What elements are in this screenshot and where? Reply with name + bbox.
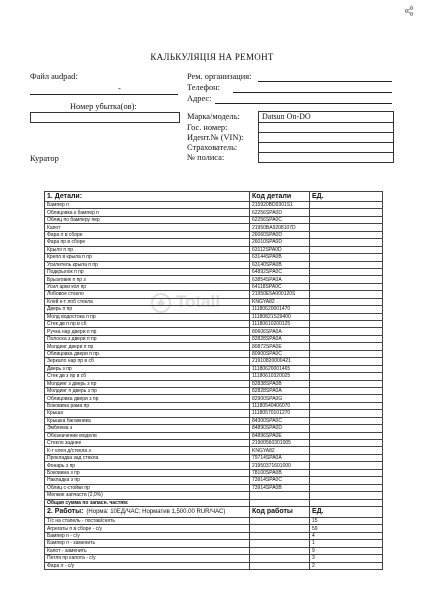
part-unit-cell — [310, 209, 383, 216]
part-code-cell: 21910820000421 — [250, 358, 310, 365]
part-unit-cell — [310, 276, 383, 283]
part-name-cell: Боковина з пр — [45, 469, 250, 476]
part-name-cell: Лобовое стекло — [45, 291, 250, 298]
part-code-cell: KNGYA82 — [250, 298, 310, 305]
share-icon[interactable] — [404, 6, 414, 16]
table-row[interactable] — [45, 462, 383, 469]
part-unit-cell — [310, 387, 383, 394]
part-code-cell: 21950E5A000120S — [250, 291, 310, 298]
table-row[interactable] — [45, 321, 383, 328]
part-name-cell: Стек дв п пр в сб — [45, 321, 250, 328]
work-unit-cell: 4 — [310, 532, 383, 539]
file-underline — [30, 94, 178, 95]
part-name-cell: Клей к-т лоб стекла — [45, 298, 250, 305]
file-dash: - — [118, 84, 121, 93]
part-name-cell: Дверь п пр — [45, 306, 250, 313]
part-name-cell: Брызговик п пр з — [45, 276, 250, 283]
repair-org-line — [258, 81, 392, 82]
part-code-cell: 215920BD0301S1 — [250, 202, 310, 209]
works-header-code: Код работы — [250, 506, 310, 517]
work-unit-cell: 1 — [310, 540, 383, 547]
work-unit-cell: 59 — [310, 525, 383, 532]
table-row[interactable] — [45, 202, 383, 209]
part-code-cell — [250, 492, 310, 499]
work-row[interactable] — [45, 532, 383, 539]
part-unit-cell — [310, 492, 383, 499]
part-code-cell: 11180821S29400 — [250, 313, 310, 320]
part-name-cell: Крышка багажника — [45, 417, 250, 424]
part-code-cell: 73914SPA0B — [250, 484, 310, 491]
table-row[interactable] — [45, 402, 383, 409]
part-unit-cell — [310, 477, 383, 484]
parts-total-unit — [310, 499, 383, 506]
works-header-row — [45, 506, 383, 517]
part-unit-cell — [310, 335, 383, 342]
part-name-cell: Молдинг п дверь з пр — [45, 387, 250, 394]
part-name-cell: Облиц с-стойки пр — [45, 484, 250, 491]
policy-label: № полиса: — [187, 153, 225, 162]
part-unit-cell — [310, 358, 383, 365]
table-row[interactable] — [45, 254, 383, 261]
table-row[interactable] — [45, 358, 383, 365]
part-name-cell: Стекло заднее — [45, 440, 250, 447]
part-unit-cell — [310, 268, 383, 275]
work-code-cell — [250, 562, 310, 569]
part-code-cell: 21950371601000 — [250, 462, 310, 469]
part-code-cell: 84896SPA0E — [250, 432, 310, 439]
table-row[interactable] — [45, 373, 383, 380]
watermark-text: Totall — [176, 292, 221, 311]
table-row[interactable] — [45, 492, 383, 499]
part-unit-cell — [310, 380, 383, 387]
part-unit-cell — [310, 373, 383, 380]
part-name-cell: Молдинг з дверь з пр — [45, 380, 250, 387]
part-code-cell: KNGYA82 — [250, 447, 310, 454]
table-row[interactable] — [45, 454, 383, 461]
works-header-title: 2. Работы: — [47, 507, 84, 515]
part-name-cell: Облицовка к бампер п — [45, 209, 250, 216]
table-row[interactable] — [45, 209, 383, 216]
address-label: Адрес: — [187, 94, 212, 103]
table-row[interactable] — [45, 216, 383, 223]
table-row[interactable] — [45, 417, 383, 424]
part-name-cell: Крепл в крыла п пр — [45, 254, 250, 261]
part-unit-cell — [310, 395, 383, 402]
part-code-cell: 82838SPA0B — [250, 380, 310, 387]
part-name-cell: Молд водостока п пр — [45, 313, 250, 320]
part-code-cell: 82900SPA0G — [250, 395, 310, 402]
table-row[interactable] — [45, 231, 383, 238]
claim-number-field[interactable] — [30, 112, 180, 123]
part-name-cell: Мелкие запчасти (2,0%) — [45, 492, 250, 499]
parts-header-code: Код детали — [250, 192, 310, 202]
table-row[interactable] — [45, 343, 383, 350]
part-name-cell: Облицовка двери п пр — [45, 350, 250, 357]
part-name-cell: Усил арки кол пр — [45, 283, 250, 290]
part-unit-cell — [310, 283, 383, 290]
work-row[interactable] — [45, 517, 383, 524]
address-line — [215, 103, 392, 104]
part-unit-cell — [310, 231, 383, 238]
work-name-cell: Капот - заменить — [45, 547, 250, 554]
part-code-cell: 82828SPA0A — [250, 335, 310, 342]
work-code-cell — [250, 555, 310, 562]
table-row[interactable] — [45, 246, 383, 253]
work-code-cell — [250, 540, 310, 547]
policy-field[interactable] — [258, 152, 394, 163]
make-model-field[interactable]: Datsun On-DO — [258, 111, 394, 123]
work-unit-cell: 15 — [310, 517, 383, 524]
table-row[interactable] — [45, 239, 383, 246]
part-code-cell: 80872SPA0E — [250, 343, 310, 350]
part-name-cell: Молдинг двери п пр — [45, 343, 250, 350]
part-code-cell: 64118SPA0C — [250, 283, 310, 290]
parts-header-row — [45, 192, 383, 202]
part-unit-cell — [310, 216, 383, 223]
part-unit-cell — [310, 410, 383, 417]
part-unit-cell — [310, 350, 383, 357]
watermark — [150, 290, 270, 316]
table-row[interactable] — [45, 484, 383, 491]
part-code-cell: 63112SPA0D — [250, 246, 310, 253]
work-name-cell: Бампер п - заменить — [45, 540, 250, 547]
part-unit-cell — [310, 291, 383, 298]
part-code-cell: 21950BA9208107D — [250, 224, 310, 231]
part-unit-cell — [310, 261, 383, 268]
repair-org-label: Рем. организация: — [187, 72, 252, 81]
part-unit-cell — [310, 224, 383, 231]
part-name-cell: Ручка нар двери п пр — [45, 328, 250, 335]
part-code-cell: 84890SPA0D — [250, 425, 310, 432]
part-name-cell: Обозначение модели — [45, 432, 250, 439]
part-unit-cell — [310, 417, 383, 424]
parts-total-label: Общая сумма по запасн. частям: — [45, 499, 250, 506]
work-name-cell: Агрегаты п в сборе - с/у — [45, 525, 250, 532]
works-header-rate: (Норма: 10ЕД/ЧАС; Норматив 1,500.00 RUR/ЧАС) — [86, 508, 226, 515]
curator-label: Куратор — [30, 154, 59, 163]
part-code-cell: 80606SPA0A — [250, 328, 310, 335]
work-row[interactable] — [45, 555, 383, 562]
reg-number-label: Гос. номер: — [187, 123, 228, 132]
part-unit-cell — [310, 484, 383, 491]
part-unit-cell — [310, 432, 383, 439]
work-row[interactable] — [45, 540, 383, 547]
work-code-cell — [250, 547, 310, 554]
watermark-logo-icon — [150, 292, 172, 314]
parts-total-row — [45, 499, 383, 506]
part-name-cell: К-т клея д/стекла з — [45, 447, 250, 454]
part-code-cell: 73914SPA0C — [250, 477, 310, 484]
part-code-cell: 79714SPA0A — [250, 454, 310, 461]
part-code-cell: 11180610320025 — [250, 373, 310, 380]
part-unit-cell — [310, 298, 383, 305]
table-row[interactable] — [45, 365, 383, 372]
works-header-name — [45, 506, 250, 517]
insurer-label: Страхователь: — [187, 143, 238, 152]
part-name-cell: Дверь з пр — [45, 365, 250, 372]
table-row[interactable] — [45, 410, 383, 417]
table-row[interactable] — [45, 477, 383, 484]
part-code-cell: 62256SPA0C — [250, 216, 310, 223]
work-row[interactable] — [45, 562, 383, 569]
part-code-cell: 82828SPA0A — [250, 387, 310, 394]
part-unit-cell — [310, 402, 383, 409]
part-name-cell: Эмблема з — [45, 425, 250, 432]
work-name-cell: Бампер п - с/у — [45, 532, 250, 539]
work-unit-cell: 9 — [310, 547, 383, 554]
part-code-cell: 26060SPA0D — [250, 231, 310, 238]
part-name-cell: Крыло п пр — [45, 246, 250, 253]
part-name-cell: Облиц по бамперу пер — [45, 216, 250, 223]
part-name-cell: Капот — [45, 224, 250, 231]
part-name-cell: Бампер п — [45, 202, 250, 209]
file-label: Файл audpad: — [30, 72, 78, 81]
work-unit-cell: 2 — [310, 562, 383, 569]
part-code-cell: 11180620001465 — [250, 365, 310, 372]
part-unit-cell — [310, 469, 383, 476]
vin-label: Идент.№ (VIN): — [187, 133, 244, 142]
part-unit-cell — [310, 440, 383, 447]
part-name-cell: Накладка з пр — [45, 477, 250, 484]
part-unit-cell — [310, 246, 383, 253]
table-row[interactable] — [45, 224, 383, 231]
part-unit-cell — [310, 365, 383, 372]
table-row[interactable] — [45, 328, 383, 335]
work-row[interactable] — [45, 525, 383, 532]
part-name-cell: Облицовка двери з пр — [45, 395, 250, 402]
parts-table — [44, 191, 383, 570]
parts-total-code — [250, 499, 310, 506]
part-code-cell: 11180540406070 — [250, 402, 310, 409]
part-unit-cell — [310, 343, 383, 350]
claim-label: Номер убытка(ов): — [70, 102, 137, 111]
part-code-cell: 80900SPA0C — [250, 350, 310, 357]
table-row[interactable] — [45, 261, 383, 268]
work-name-cell: Петля пр капота - с/у — [45, 555, 250, 562]
part-unit-cell — [310, 425, 383, 432]
part-code-cell: 21900560301005 — [250, 440, 310, 447]
part-name-cell: Боковина рама пр — [45, 402, 250, 409]
part-name-cell: Усилитель крыла п пр — [45, 261, 250, 268]
parts-header-name: 1. Детали: — [45, 192, 250, 202]
table-row[interactable] — [45, 469, 383, 476]
part-unit-cell — [310, 328, 383, 335]
part-code-cell: 63144SPA0B — [250, 254, 310, 261]
table-row[interactable] — [45, 335, 383, 342]
table-row[interactable] — [45, 440, 383, 447]
part-name-cell: Фонарь з пр — [45, 462, 250, 469]
part-unit-cell — [310, 454, 383, 461]
table-row[interactable] — [45, 350, 383, 357]
part-unit-cell — [310, 462, 383, 469]
table-row[interactable] — [45, 432, 383, 439]
table-row[interactable] — [45, 276, 383, 283]
work-code-cell — [250, 517, 310, 524]
part-unit-cell — [310, 202, 383, 209]
part-name-cell: Фара л в сборе — [45, 231, 250, 238]
phone-line — [233, 92, 392, 93]
phone-label: Телефон: — [187, 83, 220, 92]
table-row[interactable] — [45, 425, 383, 432]
part-name-cell: Зеркало нар пр в сб — [45, 358, 250, 365]
table-row[interactable] — [45, 447, 383, 454]
part-unit-cell — [310, 239, 383, 246]
part-unit-cell — [310, 306, 383, 313]
table-row[interactable] — [45, 268, 383, 275]
part-name-cell: Прокладка зад стекла — [45, 454, 250, 461]
make-model-label: Марка/модель: — [187, 112, 240, 121]
part-code-cell: 78100SPA0B — [250, 469, 310, 476]
table-row[interactable] — [45, 380, 383, 387]
part-name-cell: Подкрылок п пр — [45, 268, 250, 275]
part-code-cell: 63140SPA0B — [250, 261, 310, 268]
part-code-cell: 11180610200125 — [250, 321, 310, 328]
parts-header-unit: ЕД. — [310, 192, 383, 202]
work-name-cell: Фара л - с/у — [45, 562, 250, 569]
table-row[interactable] — [45, 395, 383, 402]
part-name-cell: Стек дв з пр в сб — [45, 373, 250, 380]
part-code-cell: 62256SPA0D — [250, 209, 310, 216]
part-code-cell: 84300SPA0C — [250, 417, 310, 424]
part-code-cell: 11180570101270 — [250, 410, 310, 417]
table-row[interactable] — [45, 387, 383, 394]
part-code-cell: 26010SPA0D — [250, 239, 310, 246]
part-unit-cell — [310, 447, 383, 454]
work-code-cell — [250, 525, 310, 532]
part-code-cell: 64892SPA0C — [250, 268, 310, 275]
work-row[interactable] — [45, 547, 383, 554]
work-name-cell: Т/с на стапель - постав/снять — [45, 517, 250, 524]
work-unit-cell: 3 — [310, 555, 383, 562]
part-name-cell: Фара пр в сборе — [45, 239, 250, 246]
part-code-cell: 63854SPA0A — [250, 276, 310, 283]
part-code-cell: 11180620001470 — [250, 306, 310, 313]
works-header-unit: ЕД. — [310, 506, 383, 517]
part-name-cell: Полоска з двери п пр — [45, 335, 250, 342]
part-unit-cell — [310, 254, 383, 261]
part-unit-cell — [310, 321, 383, 328]
part-name-cell: Крыша — [45, 410, 250, 417]
part-unit-cell — [310, 313, 383, 320]
page-title: КАЛЬКУЛЯЦІЯ НА РЕМОНТ — [150, 52, 274, 62]
work-code-cell — [250, 532, 310, 539]
